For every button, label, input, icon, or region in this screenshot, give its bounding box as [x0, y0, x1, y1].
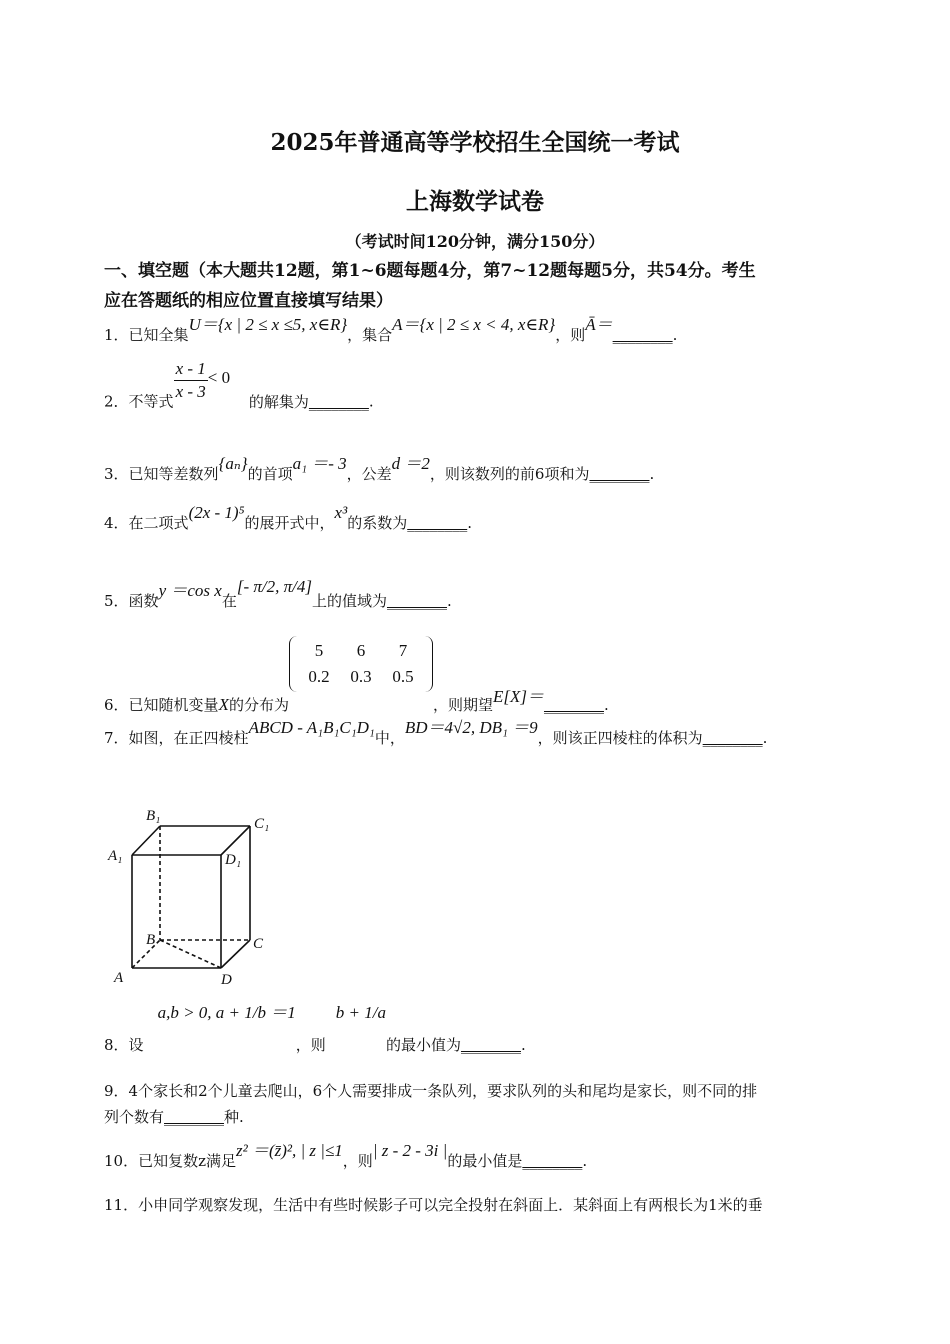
question-9: 9．4个家长和2个儿童去爬山，6个人需要排成一条队列，要求队列的头和尾均是家长，则不同的排 列个数有________种. — [104, 1078, 850, 1130]
answer-blank: ________ — [308, 392, 369, 411]
label-B1: B₁ — [146, 808, 161, 824]
question-4: 4．在二项式(2x - 1)⁵的展开式中，x³的系数为________. — [104, 510, 850, 536]
answer-blank: ________ — [543, 696, 604, 714]
question-6: 6．已知随机变量X的分布为 5 6 7 0.2 0.3 0.5 ，则期望E[X]＝________. — [104, 636, 850, 718]
question-1: 1．已知全集U＝{x | 2 ≤ x ≤5, x∈R}，集合A＝{x | 2 ≤ x < 4, x∈R}，则Ā＝________. — [104, 322, 850, 348]
question-8: 8．设a,b > 0, a + 1/b ＝1，则b + 1/a的最小值为________. — [104, 1000, 850, 1058]
label-D1: D₁ — [225, 852, 242, 868]
edge — [221, 940, 250, 968]
prism-figure — [104, 800, 284, 990]
question-3: 3．已知等差数列{aₙ}的首项a₁ ＝- 3，公差d ＝2，则该数列的前6项和为________. — [104, 461, 850, 487]
question-2: 2．不等式 $\frac{x - 1}{x - 3}$ < 0 的解集为________. — [104, 368, 850, 415]
label-B: B — [146, 932, 156, 948]
edge — [132, 826, 160, 855]
answer-blank: ________ — [407, 514, 468, 532]
fraction: $\frac{x - 1}{x - 3}$ — [175, 359, 206, 401]
question-7: 7．如图，在正四棱柱ABCD - A₁B₁C₁D₁中，BD＝4√2, DB₁ ＝9，则该正四棱柱的体积为________. — [104, 725, 850, 751]
answer-blank: ________ — [702, 729, 763, 747]
exam-subtitle: 上海数学试卷 — [406, 188, 544, 215]
exam-info: （考试时间120分钟，满分150分） — [345, 232, 605, 251]
label-D: D — [221, 972, 232, 988]
answer-blank: ________ — [522, 1152, 583, 1170]
section-heading: 一、填空题（本大题共12题，第1~6题每题4分，第7~12题每题5分，共54分。考生 应在答题纸的相应位置直接填写结果） — [104, 261, 756, 311]
answer-blank: ________ — [164, 1108, 225, 1126]
answer-blank: ________ — [386, 592, 447, 610]
exam-title: 2025年普通高等学校招生全国统一考试 — [270, 129, 680, 156]
answer-blank: ________ — [589, 465, 650, 483]
question-11: 11．小申同学观察发现，生活中有些时候影子可以完全投射在斜面上．某斜面上有两根长为1米的垂 — [104, 1196, 763, 1214]
answer-blank: ________ — [460, 1036, 521, 1054]
label-C1: C₁ — [254, 816, 270, 832]
question-5: 5．函数y ＝cos x在[- π/2, π/4]上的值域为________. — [104, 588, 850, 614]
label-A: A — [114, 970, 124, 986]
answer-blank: ________ — [612, 326, 673, 344]
label-A1: A₁ — [108, 848, 123, 864]
hidden-edge — [160, 940, 221, 968]
question-10: 10．已知复数z满足z² ＝(z̄)², | z |≤1，则| z - 2 - 3i |的最小值是________. — [104, 1148, 850, 1174]
distribution-matrix: 5 6 7 0.2 0.3 0.5 — [289, 636, 433, 692]
label-C: C — [253, 936, 264, 952]
edge — [221, 826, 250, 855]
